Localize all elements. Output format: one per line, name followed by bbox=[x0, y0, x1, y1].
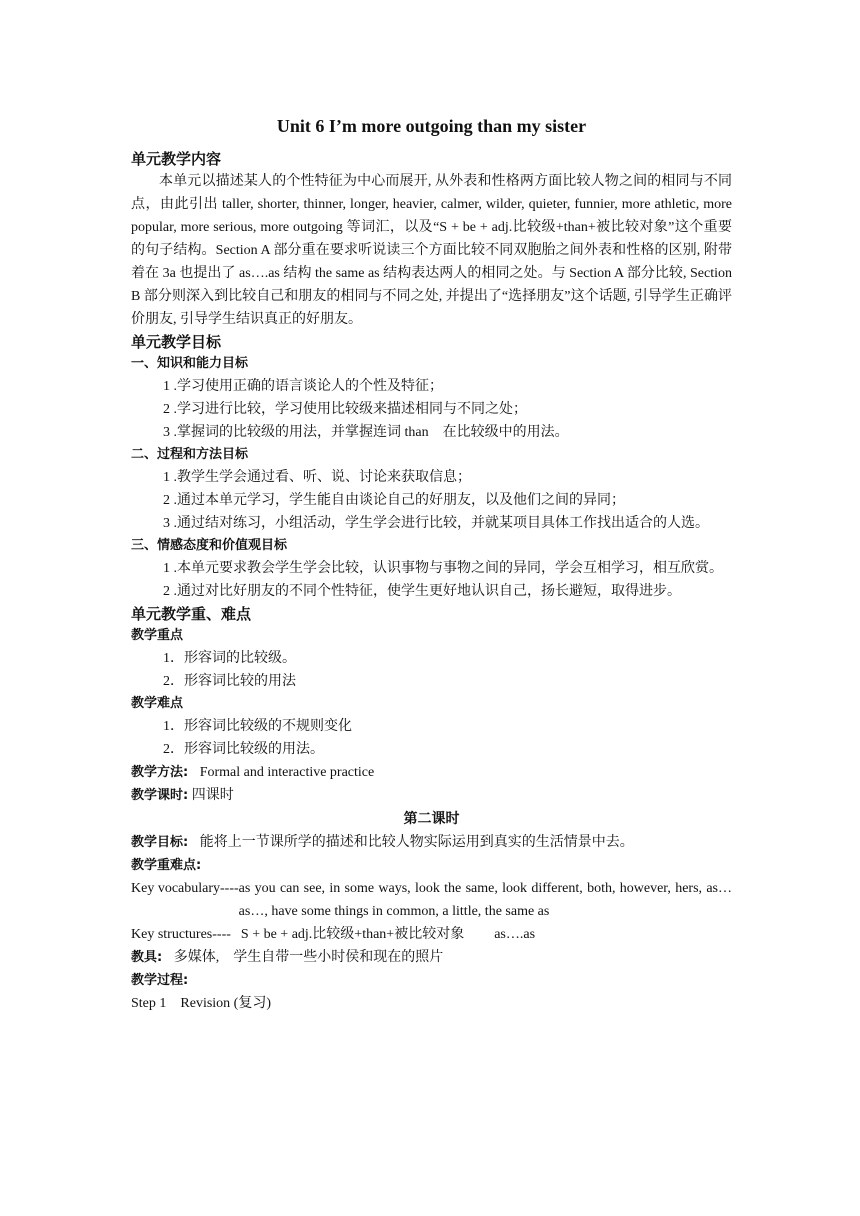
list-item: 1．形容词的比较级。 bbox=[163, 651, 296, 666]
goal-heading-attitude: 三、情感态度和价值观目标 bbox=[131, 538, 288, 553]
tools-value: 多媒体, 学生自带一些小时侯和现在的照片 bbox=[173, 950, 444, 965]
step-1: Step 1 Revision (复习) bbox=[131, 996, 271, 1011]
list-item: 1 .教学生学会通过看、听、说、讨论来获取信息； bbox=[163, 470, 471, 485]
list-item: 1．形容词比较级的不规则变化 bbox=[163, 719, 352, 734]
list-item: 2 .通过本单元学习，学生能自由谈论自己的好朋友，以及他们之间的异同； bbox=[163, 493, 625, 508]
list-item: 1 .本单元要求教会学生学会比较，认识事物与事物之间的异同，学会互相学习，相互欣赏。 bbox=[163, 561, 723, 576]
tools-label: 教具: bbox=[131, 950, 163, 965]
content-paragraph: 本单元以描述某人的个性特征为中心而展开, 从外表和性格两方面比较人物之间的相同与不同点，由此引出 taller, shorter, thinner, longer, heavier, calmer, wilder, quieter, funnier, more athletic, more popular, more serious, more outgoing 等词汇，以及“S + be + adj.比较级+than+被比较对象”这个重要的句子结构。Section A 部分重在要求听说读三个方面比较不同双胞胎之间外表和性格的区别, 附带着在 3a 也提出了 as….as 结构 the same as 结构表达两人的相同之处。与 Section A 部分比较, Section B 部分则深入到比较自己和朋友的相同与不同之处, 并提出了“选择朋友”这个话题, 引导学生正确评价朋友, 引导学生结识真正的好朋友。 bbox=[131, 174, 732, 327]
list-item: 2 .学习进行比较，学习使用比较级来描述相同与不同之处； bbox=[163, 402, 527, 417]
hours-label: 教学课时: bbox=[131, 788, 189, 803]
difficult-points-heading: 教学难点 bbox=[131, 696, 184, 711]
method-row bbox=[131, 761, 732, 784]
key-structures-label: Key structures---- bbox=[131, 927, 231, 942]
list-item: 1 .学习使用正确的语言谈论人的个性及特征； bbox=[163, 379, 443, 394]
list-item: 3 .通过结对练习，小组活动，学生学会进行比较，并就某项目具体工作找出适合的人选。 bbox=[163, 516, 709, 531]
lesson-goal-value: 能将上一节课所学的描述和比较人物实际运用到真实的生活情景中去。 bbox=[199, 835, 634, 850]
method-label: 教学方法: bbox=[131, 765, 189, 780]
lesson-goal-row bbox=[131, 831, 732, 854]
key-vocabulary-label: Key vocabulary---- bbox=[131, 881, 239, 896]
process-label: 教学过程: bbox=[131, 973, 189, 988]
list-item: 2．形容词比较级的用法。 bbox=[163, 742, 324, 757]
key-vocabulary-value: as you can see, in some ways, look the same, look different, both, however, hers, as… as…, have some things in common, a little, the same as bbox=[238, 881, 732, 919]
list-item: 2 .通过对比好朋友的不同个性特征，使学生更好地认识自己，扬长避短，取得进步。 bbox=[163, 584, 681, 599]
hours-value: 四课时 bbox=[191, 788, 234, 803]
goal-heading-process: 二、过程和方法目标 bbox=[131, 447, 249, 462]
key-vocabulary-row bbox=[131, 877, 732, 923]
key-structures-row bbox=[131, 923, 732, 946]
list-item: 3 .掌握词的比较级的用法，并掌握连词 than 在比较级中的用法。 bbox=[163, 425, 569, 440]
key-points-heading: 教学重点 bbox=[131, 628, 184, 643]
section-heading-goals: 单元教学目标 bbox=[131, 333, 222, 351]
tools-row bbox=[131, 946, 732, 969]
lesson-keypoints-label: 教学重难点: bbox=[131, 858, 202, 873]
goal-heading-knowledge: 一、知识和能力目标 bbox=[131, 356, 249, 371]
hours-row bbox=[131, 784, 732, 807]
section-heading-keypoints: 单元教学重、难点 bbox=[131, 605, 252, 623]
document-page bbox=[131, 113, 732, 1015]
method-value: Formal and interactive practice bbox=[199, 765, 375, 780]
document-title: Unit 6 I’m more outgoing than my sister bbox=[276, 116, 587, 136]
section-heading-content: 单元教学内容 bbox=[131, 150, 222, 168]
lesson-heading: 第二课时 bbox=[403, 811, 460, 827]
lesson-goal-label: 教学目标: bbox=[131, 835, 189, 850]
key-structures-value: S + be + adj.比较级+than+被比较对象 bbox=[240, 927, 465, 942]
key-structures-extra: as….as bbox=[494, 927, 536, 942]
list-item: 2．形容词比较的用法 bbox=[163, 674, 296, 689]
